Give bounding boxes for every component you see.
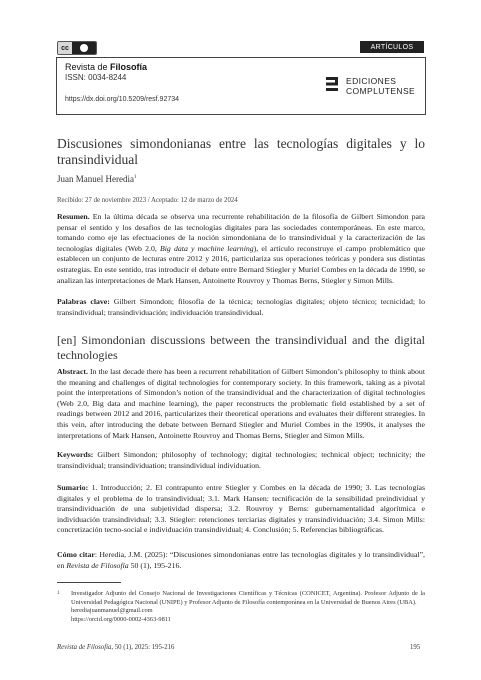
page-footer-citation bbox=[57, 644, 174, 651]
footnote-orcid[interactable]: https://orcid.org/0000-0002-4363-9811 bbox=[71, 615, 171, 623]
cita-italic: Revista de Filosofía bbox=[66, 560, 129, 570]
resumen-italic: Big data y machine learning bbox=[160, 243, 254, 253]
sumario-paragraph bbox=[57, 483, 425, 536]
section-tag: ARTÍCULOS bbox=[360, 41, 424, 53]
footer-journal: Revista de Filosofía bbox=[57, 644, 112, 651]
publisher-logo-icon bbox=[326, 77, 338, 91]
footnote-affiliation: Investigador Adjunto del Consejo Nacional de Investigaciones Científicas y Técnicas (CONICET, Argentina). Profesor Adjunto de la Universidad Pedagógica Nacional (UNIPE) y Profesor Adjunto de Filosofía contemporánea en la Universidad de Buenos Aires (UBA). bbox=[71, 590, 425, 606]
english-title: [en] Simondonian discussions between the transindividual and the digital technologies bbox=[57, 333, 425, 362]
palabras-clave-text: Gilbert Simondon; filosofía de la técnica; tecnologías digitales; objeto técnico; tecnicidad; lo transindividual; transindividuación; individuación transindividual. bbox=[57, 297, 425, 317]
cita-paragraph bbox=[57, 550, 425, 571]
doi-link[interactable]: https://dx.doi.org/10.5209/resf.92734 bbox=[65, 96, 180, 103]
publisher-name bbox=[346, 76, 415, 96]
footnote bbox=[57, 590, 425, 624]
publisher-name-line2: COMPLUTENSE bbox=[346, 86, 416, 96]
resumen-paragraph bbox=[57, 212, 425, 286]
article-title: Discusiones simondonianas entre las tecnologías digitales y lo transindividual bbox=[57, 136, 425, 167]
received-accepted-dates: Recibido: 27 de noviembre 2023 / Aceptado: 12 de marzo de 2024 bbox=[57, 197, 238, 204]
cita-label: Cómo citar bbox=[57, 550, 95, 559]
journal-name bbox=[65, 62, 147, 72]
journal-name-prefix: Revista de bbox=[65, 62, 108, 72]
sumario-text: 1. Introducción; 2. El contrapunto entre Stiegler y Combes en la década de 1990; 3. Las tecnologías digitales y el problema de lo transindividual; 3.1. Mark Hansen: tecnificación de la sensibilidad preindividual y transindividuación de una subjetividad dispersa; 3.2. Rouvroy y Berns: gubernamentalidad algorítmica e individuación transindividual; 3.3. Stiegler: retenciones terciarias digitales y transindividuación; 3.4. Simon Mills: concretización tecno-social e individuación transindividual; 4. Conclusión; 5. Referencias bibliográficas. bbox=[57, 483, 426, 535]
abstract-label: Abstract. bbox=[57, 367, 88, 376]
author-name: Juan Manuel Heredia bbox=[57, 174, 134, 184]
journal-name-bold: Filosofía bbox=[110, 62, 148, 72]
resumen-text-1: En la última década se observa una recurrente rehabilitación de la filosofía de Gilbert Simondon para pensar el sentido y los desafíos de las tecnologías digitales para las sociedades contemporáneas. En este marco, tomando como eje las efectuaciones de la noción simondoniana de lo transindividual y la caracterización de las tecnologías digitales (Web 2.0, bbox=[57, 212, 426, 253]
cc-by-license-icon bbox=[57, 41, 97, 55]
footnote-rule bbox=[57, 582, 121, 583]
resumen-text-2: ), el artículo reconstruye el campo problemático que establecen un conjunto de lecturas entre 2012 y 2016, particulariza sus operaciones teóricas y pondera sus distintas estrategias. En este sentido, tras introducir el debate entre Bernard Stiegler y Muriel Combes en la década de 1990, se analizan las interpretaciones de Mark Hansen, Antoinette Rouvroy y Thomas Berns, Stiegler y Simon Mills. bbox=[57, 243, 425, 285]
author-footnote-mark: 1 bbox=[133, 175, 137, 180]
abstract-paragraph bbox=[57, 367, 425, 441]
keywords-paragraph bbox=[57, 450, 425, 471]
page-number: 195 bbox=[410, 644, 421, 651]
sumario-label: Sumario: bbox=[57, 483, 89, 492]
author bbox=[57, 174, 136, 184]
journal-issn: ISSN: 0034-8244 bbox=[65, 73, 127, 82]
cita-text-2: 50 (1), 195-216. bbox=[130, 560, 182, 570]
resumen-label: Resumen. bbox=[57, 212, 90, 221]
footnote-mark: 1 bbox=[57, 591, 60, 596]
palabras-clave-paragraph bbox=[57, 297, 425, 318]
cc-icon: cc bbox=[58, 42, 72, 54]
abstract-text: In the last decade there has been a recurrent rehabilitation of Gilbert Simondon’s philosophy to think about the meaning and challenges of digital technologies for contemporary society. In this framework, taking as a pivotal point the interpretations of Simondon’s notion of the transindividual and the characterization of digital technologies (Web 2.0, Big data and machine learning), the paper reconstructs the problematic field established by a set of readings between 2012 and 2016, particularizes their theoretical operations and evaluates their different strategies. In this vein, after introducing the debate between Bernard Stiegler and Muriel Combes in the 1990s, it analyses the interpretations of Mark Hansen, Antoinette Rouvroy and Thomas Berns, Stiegler and Simon Mills. bbox=[57, 367, 425, 440]
footer-issue: , 50 (1), 2025: 195-216 bbox=[111, 644, 175, 651]
palabras-clave-label: Palabras clave: bbox=[57, 297, 110, 306]
footnote-email[interactable]: herediajuanmanuel@gmail.com bbox=[71, 607, 153, 615]
keywords-text: Gilbert Simondon; philosophy of technology; digital technologies; technical object; technicity; the transindividual; transindividuation; transindividual individuation. bbox=[57, 450, 425, 470]
by-icon bbox=[72, 42, 96, 54]
keywords-label: Keywords: bbox=[57, 450, 94, 459]
cita-text-1: : Heredia, J.M. (2025): “Discusiones simondonianas entre las tecnologías digitales y lo transindividual”, en bbox=[57, 550, 425, 570]
publisher-name-line1: EDICIONES bbox=[346, 76, 397, 86]
